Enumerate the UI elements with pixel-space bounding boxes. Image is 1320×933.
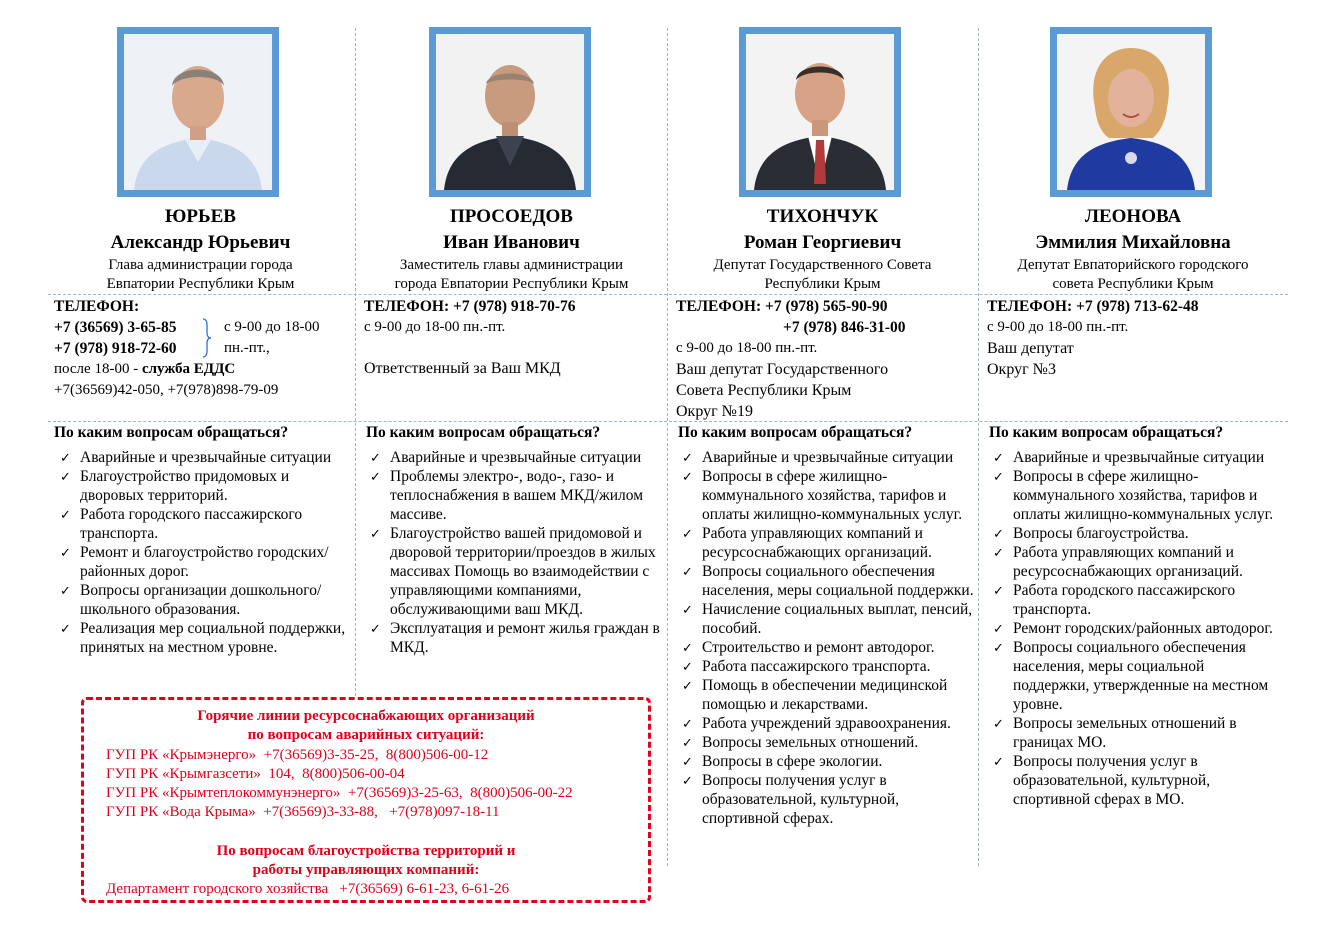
list-item: ✓ Аварийные и чрезвычайные ситуации — [370, 449, 642, 466]
role-line: Глава администрации города — [108, 257, 293, 273]
list-item: ✓ Вопросы получения услуг в образовательной, культурной, спортивной сферах в МО. — [993, 753, 1211, 808]
check-icon: ✓ — [682, 735, 693, 750]
person-given-name: Александр Юрьевич — [110, 232, 291, 253]
person-given-name: Эммилия Михайловна — [1035, 232, 1231, 253]
check-icon: ✓ — [682, 602, 693, 617]
phone-number: ТЕЛЕФОН: +7 (978) 713-62-48 — [987, 298, 1199, 315]
phone-number: +7 (36569) 3-65-85 — [54, 319, 177, 336]
check-icon: ✓ — [60, 621, 71, 636]
man-portrait-icon — [124, 34, 272, 190]
person-role — [668, 256, 977, 294]
check-icon: ✓ — [682, 526, 693, 541]
list-item: ✓ Вопросы благоустройства. — [993, 525, 1189, 542]
check-icon: ✓ — [993, 716, 1004, 731]
check-icon: ✓ — [993, 754, 1004, 769]
role-line: Республики Крым — [764, 276, 881, 292]
phone-label: ТЕЛЕФОН: — [54, 298, 140, 315]
list-item: ✓ Эксплуатация и ремонт жилья граждан в МКД. — [370, 620, 660, 656]
work-hours: с 9-00 до 18-00 пн.-пт. — [364, 319, 506, 335]
list-item: ✓ Реализация мер социальной поддержки, принятых на местном уровне. — [60, 620, 346, 656]
list-item: ✓ Работа городского пассажирского транспорта. — [60, 506, 303, 542]
work-hours: с 9-00 до 18-00 пн.-пт. — [676, 340, 818, 356]
hotline-entry: ГУП РК «Вода Крыма» +7(36569)3-33-88, +7(978)097-18-11 — [106, 804, 500, 821]
contact-block — [987, 296, 1287, 380]
work-days: пн.-пт., — [224, 340, 270, 356]
check-icon: ✓ — [993, 583, 1004, 598]
role-line: Евпатории Республики Крым — [106, 276, 295, 292]
phone-number: +7 (978) 846-31-00 — [783, 319, 906, 336]
check-icon: ✓ — [993, 621, 1004, 636]
portrait-photo — [117, 27, 279, 197]
list-item: ✓ Работа учреждений здравоохранения. — [682, 715, 951, 732]
questions-title: По каким вопросам обращаться? — [678, 424, 913, 441]
check-icon: ✓ — [682, 773, 693, 788]
list-item: ✓ Вопросы получения услуг в образовательной, культурной, спортивной сферах. — [682, 772, 900, 827]
check-icon: ✓ — [993, 526, 1004, 541]
check-icon: ✓ — [993, 469, 1004, 484]
brace-icon — [202, 318, 212, 358]
deputy-note: Ваш депутат Государственного — [676, 361, 889, 378]
contact-block — [676, 296, 976, 422]
list-item: ✓ Вопросы в сфере экологии. — [682, 753, 883, 770]
hotlines-subtitle: по вопросам аварийных ситуаций: — [247, 727, 485, 744]
role-line: совета Республики Крым — [1052, 276, 1214, 292]
person-role — [48, 256, 353, 294]
list-item: ✓ Ремонт и благоустройство городских/районных дорог. — [60, 544, 329, 580]
check-icon: ✓ — [370, 526, 381, 541]
list-item: ✓ Аварийные и чрезвычайные ситуации — [60, 449, 332, 466]
check-icon: ✓ — [682, 469, 693, 484]
list-item: ✓ Аварийные и чрезвычайные ситуации — [993, 449, 1265, 466]
phone-number: +7 (978) 918-72-60 — [54, 340, 177, 357]
list-item: ✓ Работа управляющих компаний и ресурсоснабжающих организаций. — [682, 525, 932, 561]
man-portrait-icon — [746, 34, 894, 190]
deputy-note: Ваш депутат — [987, 340, 1074, 357]
hotlines-box — [81, 697, 651, 903]
list-item: ✓ Ремонт городских/районных автодорог. — [993, 620, 1273, 637]
questions-list — [54, 448, 350, 657]
list-item: ✓ Строительство и ремонт автодорог. — [682, 639, 935, 656]
hotline-entry: ГУП РК «Крымгазсети» 104, 8(800)506-00-04 — [106, 765, 405, 782]
list-item: ✓ Помощь в обеспечении медицинской помощью и лекарствами. — [682, 677, 948, 713]
check-icon: ✓ — [993, 545, 1004, 560]
portrait-photo — [429, 27, 591, 197]
list-item: ✓ Работа управляющих компаний и ресурсоснабжающих организаций. — [993, 544, 1243, 580]
list-item: ✓ Благоустройство вашей придомовой и дворовой территории/проездов в жилых массивах Помощь во взаимодействии с управляющими компаниями, обслуживающими ваш МКД. — [370, 525, 656, 618]
improvement-title: По вопросам благоустройства территорий и — [216, 842, 516, 859]
deputy-note: Совета Республики Крым — [676, 382, 852, 399]
check-icon: ✓ — [682, 754, 693, 769]
list-item: ✓ Вопросы социального обеспечения населения, меры социальной поддержки, утвержденные на местном уровне. — [993, 639, 1269, 713]
check-icon: ✓ — [60, 469, 71, 484]
person-surname: ЮРЬЕВ — [165, 206, 236, 227]
portrait-photo — [1050, 27, 1212, 197]
questions-title: По каким вопросам обращаться? — [989, 424, 1224, 441]
after-hours-text: после 18-00 - — [54, 361, 142, 377]
district-number: Округ №3 — [987, 361, 1056, 378]
check-icon: ✓ — [370, 450, 381, 465]
list-item: ✓ Вопросы земельных отношений в границах МО. — [993, 715, 1237, 751]
list-item: ✓ Вопросы в сфере жилищно-коммунального хозяйства, тарифов и оплаты жилищно-коммунальных услуг. — [682, 468, 963, 523]
contact-block — [364, 296, 664, 379]
person-surname: ПРОСОЕДОВ — [450, 206, 573, 227]
district-number: Округ №19 — [676, 403, 753, 420]
man-portrait-icon — [436, 34, 584, 190]
check-icon: ✓ — [993, 450, 1004, 465]
hotlines-title: Горячие линии ресурсоснабжающих организаций — [197, 708, 535, 724]
role-line: города Евпатории Республики Крым — [394, 276, 629, 292]
check-icon: ✓ — [370, 469, 381, 484]
check-icon: ✓ — [60, 507, 71, 522]
check-icon: ✓ — [682, 716, 693, 731]
check-icon: ✓ — [682, 640, 693, 655]
check-icon: ✓ — [60, 450, 71, 465]
edds-phones: +7(36569)42-050, +7(978)898-79-09 — [54, 382, 279, 398]
check-icon: ✓ — [682, 564, 693, 579]
check-icon: ✓ — [993, 640, 1004, 655]
check-icon: ✓ — [682, 659, 693, 674]
role-line: Заместитель главы администрации — [399, 257, 624, 273]
check-icon: ✓ — [60, 583, 71, 598]
department-contact: Департамент городского хозяйства +7(36569) 6-61-23, 6-61-26 — [106, 881, 510, 898]
questions-list — [987, 448, 1283, 809]
hotline-entry: ГУП РК «Крымэнерго» +7(36569)3-35-25, 8(800)506-00-12 — [106, 746, 489, 763]
person-given-name: Иван Иванович — [443, 232, 580, 253]
check-icon: ✓ — [60, 545, 71, 560]
check-icon: ✓ — [682, 678, 693, 693]
role-line: Депутат Государственного Совета — [713, 257, 932, 273]
improvement-subtitle: работы управляющих компаний: — [252, 862, 480, 879]
phone-number: ТЕЛЕФОН: +7 (978) 918-70-76 — [364, 298, 576, 315]
woman-portrait-icon — [1057, 34, 1205, 190]
list-item: ✓ Начисление социальных выплат, пенсий, пособий. — [682, 601, 973, 637]
person-surname: ЛЕОНОВА — [1084, 206, 1182, 227]
questions-title: По каким вопросам обращаться? — [366, 424, 601, 441]
list-item: ✓ Вопросы земельных отношений. — [682, 734, 919, 751]
list-item: ✓ Вопросы в сфере жилищно-коммунального хозяйства, тарифов и оплаты жилищно-коммунальных услуг. — [993, 468, 1274, 523]
row-divider — [48, 294, 1288, 295]
list-item: ✓ Вопросы организации дошкольного/школьного образования. — [60, 582, 322, 618]
questions-title: По каким вопросам обращаться? — [54, 424, 289, 441]
list-item: ✓ Вопросы социального обеспечения населения, меры социальной поддержки. — [682, 563, 974, 599]
check-icon: ✓ — [682, 450, 693, 465]
list-item: ✓ Работа пассажирского транспорта. — [682, 658, 931, 675]
phone-number: ТЕЛЕФОН: +7 (978) 565-90-90 — [676, 298, 888, 315]
edds-label: служба ЕДДС — [141, 361, 236, 377]
questions-list — [676, 448, 974, 828]
list-item: ✓ Работа городского пассажирского транспорта. — [993, 582, 1236, 618]
work-hours: с 9-00 до 18-00 — [224, 319, 320, 335]
column-divider — [667, 28, 668, 866]
person-surname: ТИХОНЧУК — [766, 206, 879, 227]
person-role — [358, 256, 665, 294]
portrait-photo — [739, 27, 901, 197]
responsibility-note: Ответственный за Ваш МКД — [364, 360, 561, 377]
list-item: ✓ Аварийные и чрезвычайные ситуации — [682, 449, 954, 466]
role-line: Депутат Евпаторийского городского — [1017, 257, 1249, 273]
check-icon: ✓ — [370, 621, 381, 636]
questions-list — [364, 448, 660, 657]
list-item: ✓ Проблемы электро-, водо-, газо- и теплоснабжения в вашем МКД/жилом массиве. — [370, 468, 644, 523]
list-item: ✓ Благоустройство придомовых и дворовых территорий. — [60, 468, 290, 504]
column-divider — [355, 28, 356, 696]
person-role — [980, 256, 1286, 294]
contact-block — [54, 296, 354, 401]
work-hours: с 9-00 до 18-00 пн.-пт. — [987, 319, 1129, 335]
hotline-entry: ГУП РК «Крымтеплокоммунэнерго» +7(36569)3-25-63, 8(800)506-00-22 — [106, 785, 573, 802]
row-divider — [48, 421, 1288, 422]
person-given-name: Роман Георгиевич — [743, 232, 902, 253]
column-divider — [978, 28, 979, 866]
